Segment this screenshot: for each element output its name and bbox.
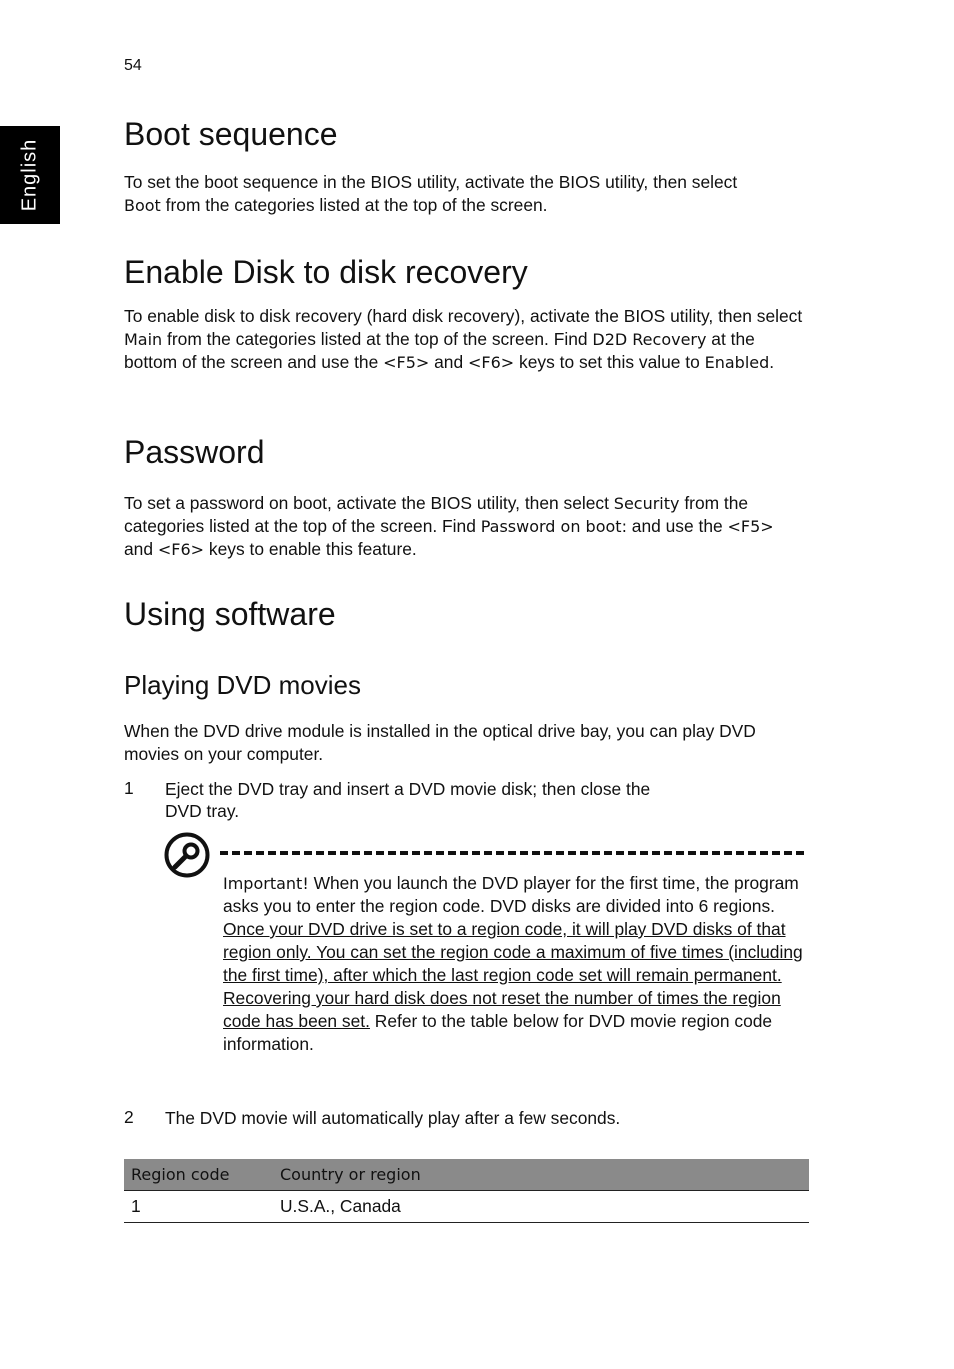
boot-sequence-heading: Boot sequence [124,116,338,152]
dvd-intro-text: When the DVD drive module is installed in the optical drive bay, you can play DVD movies on your computer. [124,721,756,764]
table-row [124,1191,809,1223]
password-heading: Password [124,434,265,470]
page-number: 54 [124,57,142,74]
table-header-cell: Region code [124,1159,273,1191]
using-software-heading: Using software [124,596,336,632]
language-tab-label: English [18,138,41,212]
underlined-warning: Once your DVD drive is set to a region code, it will play DVD disks of that region only. You can set the region code a maximum of five times (including the first time), after which the last region code set will remain permanent. Recovering your hard disk does not reset the number of times the region code has been set. [223,919,803,1031]
playing-dvd-heading: Playing DVD movies [124,670,361,700]
table-cell: 1 [124,1191,273,1223]
region-code-table [124,1159,809,1223]
table-header-cell: Country or region [273,1159,809,1191]
step-text: The DVD movie will automatically play after a few seconds. [165,1108,621,1128]
step-number: 1 [124,778,134,798]
d2d-recovery-heading: Enable Disk to disk recovery [124,254,528,290]
d2d-recovery-text: To enable disk to disk recovery (hard disk recovery), activate the BIOS utility, then select Main from the categories listed at the top of the screen. Find D2D Recovery at the bottom of the screen and use the <F5> and <F6> keys to set this value to Enabled. [124,306,803,372]
note-divider [220,851,804,855]
bold-term: Boot [124,196,161,215]
important-note-text: Important! When you launch the DVD player for the first time, the program asks you to enter the region code. DVD disks are divided into 6 regions. Once your DVD drive is set to a region code, it will play DVD disks of that region only. You can set the region code a maximum of five times (including the first time), after which the last region code set will remain permanent. Recovering your hard disk does not reset the number of times the region code has been set. Refer to the table below for DVD movie region code information. [223,873,803,1054]
important-note-icon [164,832,210,878]
step-text: Eject the DVD tray and insert a DVD movie disk; then close the DVD tray. [165,779,651,821]
table-cell: U.S.A., Canada [273,1191,809,1223]
password-text: To set a password on boot, activate the BIOS utility, then select Security from the categories listed at the top of the screen. Find Password on boot: and use the <F5> and <F6> keys to enable this feature. [124,493,774,559]
step-number: 2 [124,1107,134,1127]
table-header-row [124,1159,809,1191]
boot-sequence-text: To set the boot sequence in the BIOS utility, activate the BIOS utility, then select Boot from the categories listed at the top of the screen. [124,172,738,215]
note-label: Important! [223,874,309,893]
language-tab [0,126,60,224]
